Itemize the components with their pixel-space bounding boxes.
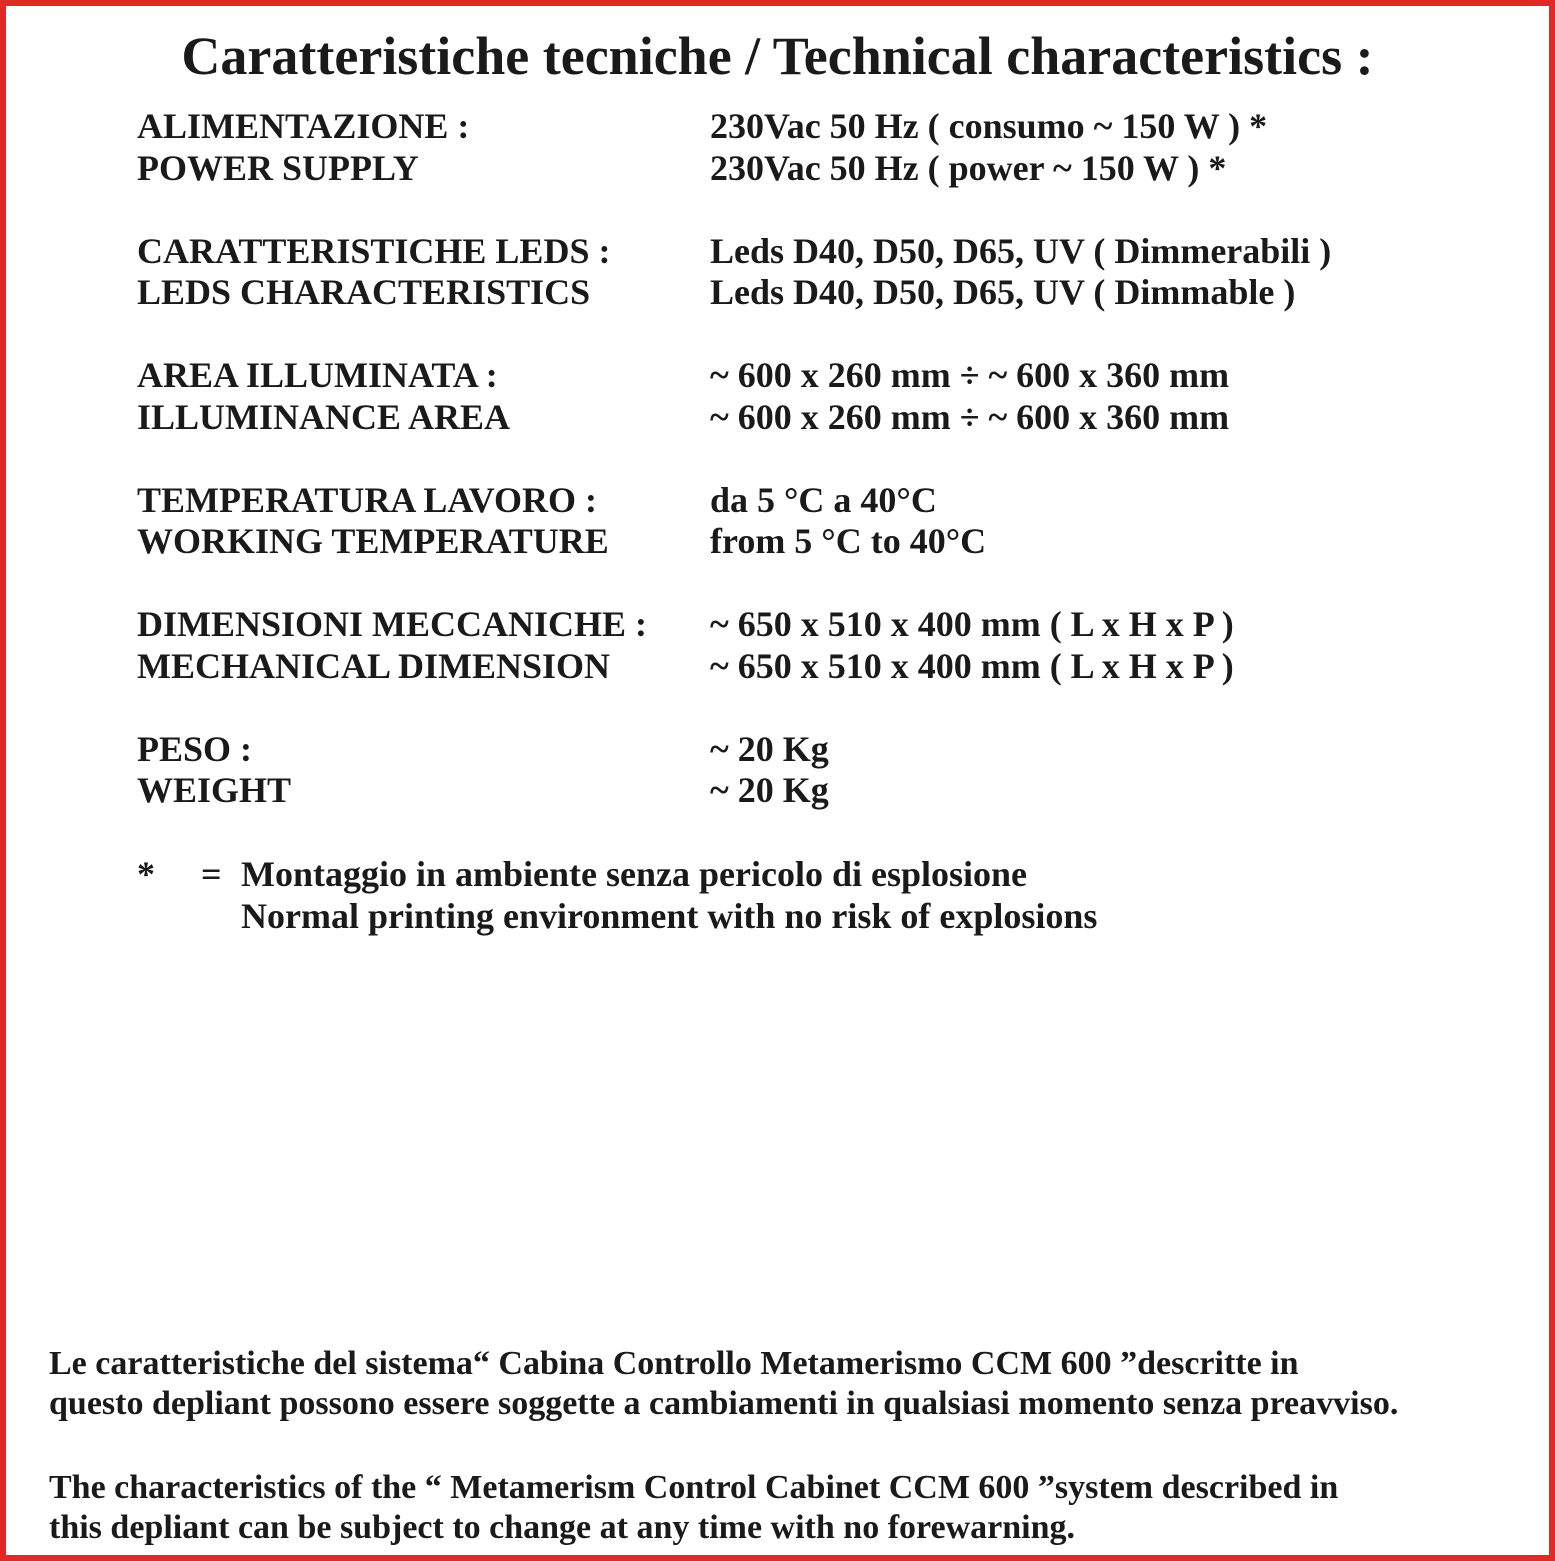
spec-value-it: ~ 20 Kg <box>710 728 829 769</box>
spec-label-it: AREA ILLUMINATA : <box>137 355 498 395</box>
footnote-text-en: Normal printing environment with no risk of explosions <box>241 895 1098 936</box>
footnote-equals: = <box>201 854 222 894</box>
spec-value-it: ~ 650 x 510 x 400 mm ( L x H x P ) <box>710 604 1234 644</box>
disclaimer-line: Le caratteristiche del sistema“ Cabina Controllo Metamerismo CCM 600 ”descritte in <box>49 1345 1299 1382</box>
spec-label-en: WEIGHT <box>137 770 292 810</box>
footnote-symbol: * <box>137 854 155 894</box>
spec-value-it: da 5 °C a 40°C <box>710 479 937 520</box>
spec-value-it: ~ 600 x 260 mm ÷ ~ 600 x 360 mm <box>710 355 1230 395</box>
spec-value-en: 230Vac 50 Hz ( power ~ 150 W ) * <box>710 147 1227 188</box>
disclaimer-line: The characteristics of the “ Metamerism Control Cabinet CCM 600 ”system described in <box>49 1469 1339 1506</box>
spec-label-it: ALIMENTAZIONE : <box>137 106 470 146</box>
spec-value-en: ~ 650 x 510 x 400 mm ( L x H x P ) <box>710 645 1234 686</box>
spec-value-en: ~ 600 x 260 mm ÷ ~ 600 x 360 mm <box>710 396 1230 437</box>
page-title: Caratteristiche tecniche / Technical characteristics : <box>181 26 1374 86</box>
spec-value-en: Leds D40, D50, D65, UV ( Dimmable ) <box>710 272 1296 312</box>
spec-label-en: POWER SUPPLY <box>137 147 419 188</box>
disclaimer-italian <box>49 1344 1398 1424</box>
spec-label-en: LEDS CHARACTERISTICS <box>137 272 591 312</box>
spec-label-it: PESO : <box>137 728 253 769</box>
spec-value-en: ~ 20 Kg <box>710 770 829 810</box>
spec-label-en: WORKING TEMPERATURE <box>137 521 609 561</box>
spec-value-en: from 5 °C to 40°C <box>710 521 987 561</box>
disclaimer-line: questo depliant possono essere soggette a cambiamenti in qualsiasi momento senza preavviso. <box>49 1385 1399 1422</box>
spec-label-en: MECHANICAL DIMENSION <box>137 645 611 686</box>
spec-label-it: CARATTERISTICHE LEDS : <box>137 230 611 271</box>
spec-value-it: 230Vac 50 Hz ( consumo ~ 150 W ) * <box>710 106 1268 146</box>
spec-label-it: TEMPERATURA LAVORO : <box>137 479 597 520</box>
spec-label-it: DIMENSIONI MECCANICHE : <box>137 604 648 644</box>
spec-value-it: Leds D40, D50, D65, UV ( Dimmerabili ) <box>710 230 1332 271</box>
footnote-text-it: Montaggio in ambiente senza pericolo di esplosione <box>241 854 1027 894</box>
disclaimer-english <box>49 1468 1338 1548</box>
disclaimer-line: this depliant can be subject to change at any time with no forewarning. <box>49 1509 1075 1546</box>
spec-label-en: ILLUMINANCE AREA <box>137 396 511 437</box>
